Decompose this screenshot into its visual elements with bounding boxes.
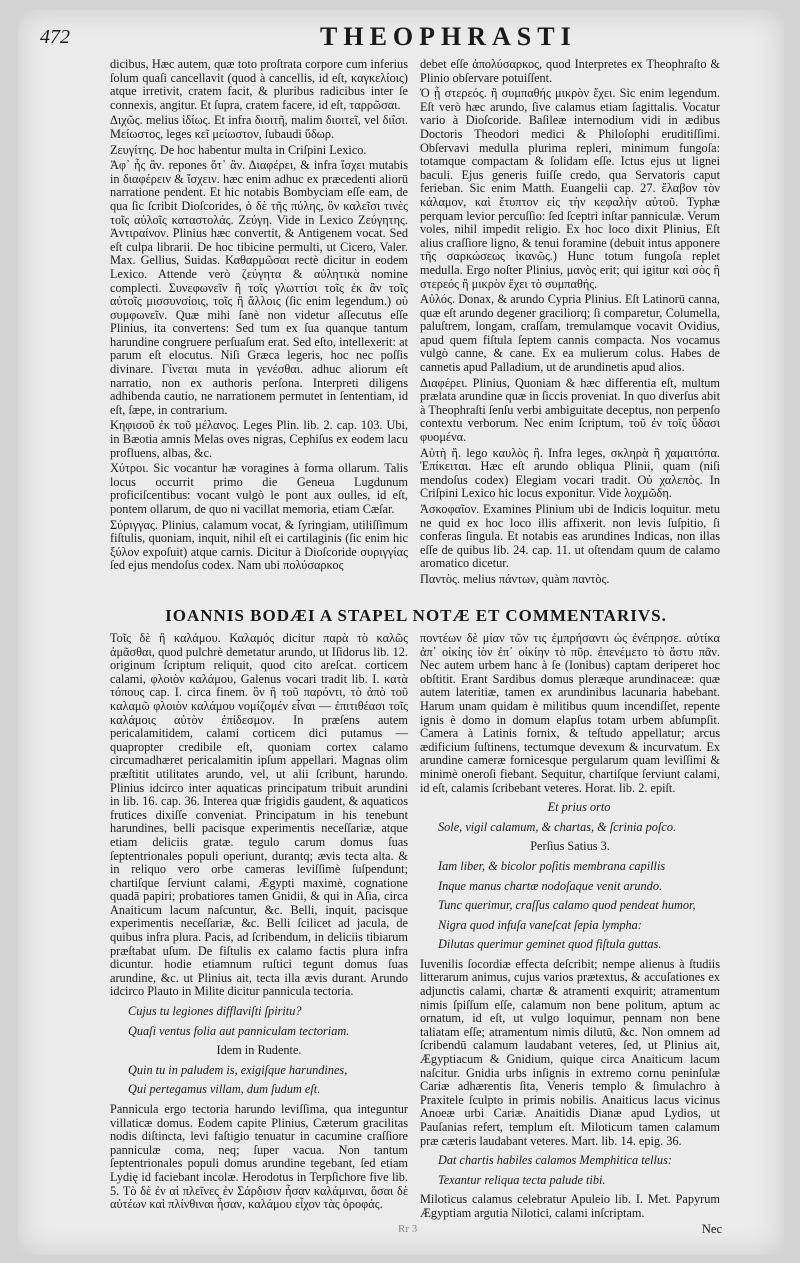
paragraph: debet eſſe ἀπολύσαρκος, quod Interpretes ex Theophraſto & Plinio obſervare potuiſſent. <box>420 57 720 85</box>
section-title: IOANNIS BODÆI A STAPEL NOTÆ ET COMMENTARIVS. <box>165 606 667 625</box>
running-title: THEOPHRASTI <box>320 22 577 51</box>
verse-line: Qui pertegamus villam, dum ſudum eſt. <box>128 1082 321 1097</box>
paragraph: Ἀφ᾽ ἧς ἂν. repones ὅτ᾽ ἂν. Διαφέρει, & infra ἴσχει mutabis in διαφέρειν & ἴσχειν. hæc enim adhuc ex præcedenti aliorū narratione pendent. Et hic notabis Bombyciam eſſe eam, de qua ſic ſcribit Dioſcorides, ὁ δὲ τῆς πύλης, ὃν καλεῖσι τινὲς τοῖς αὐλοῖς καταστολάς. Ζεύγη. Vide in Lexico Ζεύγητης. Ἀντιραίνον. Plinius hæc convertit, & Antigenem vocat. Sed eſt culpa librarii. De hoc tibicine permulti, ut Cicero, Valer. Max. Gellius, Suidas. Καθαρμῶσαι rectè dicitur in eodem Lexico. Attende verò ζεύγητα & αὐλητικὰ nomine complecti. Συνεφωνεῖν ἢ τοῖς γλωττίσι τοῖς ἐκ ἂν τοῖς αὐτοῖς μισσυνσίοις, τοῖς ἢ ἄλλοις (ſic enim legendum.) οὐ συμφωνεῖν. Quæ mihi ſanè non videtur aſſecutus eſſe Plinius, ita convertens: Sed tum ex ſua quanque tantum harundine congruere perſuaſum erat. Sed eſto, intellexerit: at parum eſt elocutus. Niſi Græca legeris, hoc nec poſſis divinare. Γίνεται muta in γενέσθαι. adhuc aliorum eſt narratio, non ex authoris perſona. Interpreti diligens adhibenda cautio, ne narrationem permutet in ſententiam, id eſt, ſæpe, in contrarium. <box>110 158 408 417</box>
verse-line: Quin tu in paludem is, exigiſque harundines, <box>128 1062 348 1077</box>
paragraph: Iuvenilis ſocordiæ effecta deſcribit; nempe alienus à ſtudiis litterarum animus, cujus varios prætextus, & accuſationes ex adjunctis calami, chartæ & atramenti exquirit; atramentum nimis ſpiſſum eſſe, calamum non bene politum, aptum ac ornatum, id eſt, ut vulgo loquimur, pennam non bene taliatam eſſe; atramentum nimis dilutū, &c. Non omnem ad ſcribendū calamum laudabant veteres, ſed, ut Plinius ait, Ægyptiacum & Gnidium, quique circa Anaiticum lacum naſcitur. Gnidia urbs inſignis in extremo cornu peninſulæ Cariæ adhærentis ſita, Veneris templo & ſimulachro à Praxitele ſculpto in primis nobilis. Anaiticus lacus vicinus Anoeæ urbi Cariæ. Anaitidis Dianæ apud Lydios, ut Pauſanias refert, templum eſt. Miloticum tamen calamum præ cæteris laudabant veteres. Mart. lib. 14. epig. 36. <box>420 956 720 1148</box>
paragraph: Σύριγγας. Plinius, calamum vocat, & ſyringiam, utiliſſimum fiſtulis, quoniam, inquit, nihil eſt ei cartilaginis (ſic enim hic ξύλον expoſuit) atque carnis. Dicitur à Dioſcoride συριγγίας ſed ejus mendoſus codex. Nam ubi πολύσαρκος <box>110 517 408 573</box>
verse-line: Texantur reliqua tecta palude tibi. <box>438 1172 606 1187</box>
paragraph: ποντέων δὲ μίαν τῶν τις ἐμπρήσαντι ὡς ἐνέπρησε. αὐτίκα ἀπ᾽ οἰκίης ἰὸν ἐπ᾽ οἰκίην τὸ πῦρ. ἐπενέμετο τὸ ἄστυ πᾶν. Nec autem urbem hanc à ſe (Ionibus) captam deriperet hoc obſtitit. Erant Sardibus domus pleræque arundinaceæ: quæ autem lateritiæ, tamen ex arundinibus lacunaria habebant. Harum unam quidam è militibus quum incendiſſet, repente ignis è domo in domum elapſus totam urbem abſumpſit. Camera à Latinis fornix, & teſtudo appellatur; arcus ædificium ſuſtinens, tectumque devexum & incurvatum. Ex arundine cameræ fornicesque pergularum quam leviſſimi & minimè oneroſi fiebant. Sequitur, chartiſque ſerviunt calami, id eſt, calamis ſcribebant veteres. Horat. lib. 2. epiſt. <box>420 631 720 795</box>
book-page <box>18 10 784 1255</box>
verse-line: Dat chartis habiles calamos Memphitica tellus: <box>438 1153 672 1168</box>
verse-line: Tunc querimur, craſſus calamo quod pendeat humor, <box>438 898 696 913</box>
paragraph: Pannicula ergo tectoria harundo leviſſima, qua integuntur villaticæ domus. Eodem capite Plinius, Cæterum gracilitas nodis diſtincta, levi faſtigio tenuatur in cacumine craſſiore panniculæ coma, neq; ſuper vacua. Non tantum ſeptentrionales populi domus arundine tegebant, ſed etiam Lydię id faciebant incolæ. Herodotus in Terpſichore five lib. 5. Τὸ δὲ ἐν αἱ πλεῖνες ἐν Σάρδισιν ἦσαν καλάμιναι, ὅσαι δὲ αὐτέων καὶ πλίνθιναι ἦσαν, καλάμου εἶχον τὰς ὀροφάς. <box>110 1102 408 1212</box>
right-column-top <box>420 58 720 589</box>
signature-mark: Rr 3 <box>398 1223 418 1235</box>
paragraph: Miloticus calamus celebratur Apuleio lib. I. Met. Papyrum Ægyptiam argutia Nilotici, calami inſcriptam. <box>420 1192 720 1220</box>
paragraph: Ἀσκοφαῖον. Examines Plinium ubi de Indicis loquitur. metu ne quid ex hoc loco illis affixerit. non levis ſuſpitio, ſi conferas ſingula. Et notabis eas arundines Indicas, non illas eſſe de quibus lib. 24. cap. 11. ut oſtendam quum de calamo aromatico dicetur. <box>420 502 720 571</box>
citation: Idem in Rudente. <box>216 1043 302 1058</box>
catchword: Nec <box>701 1222 722 1236</box>
left-column-top <box>110 58 408 575</box>
right-column-commentary <box>420 632 720 1223</box>
left-column-commentary <box>110 632 408 1214</box>
citation: Perſius Satius 3. <box>530 839 610 854</box>
paragraph: Κηφισοῦ ἐκ τοῦ μέλανος. Leges Plin. lib. 2. cap. 103. Ubi, in Bæotia amnis Melas oves nigras, Cephiſus ex eodem lacu profluens, albas, &c. <box>110 418 408 460</box>
paragraph: Ζευγίτης. De hoc habentur multa in Criſpini Lexico. <box>110 142 367 157</box>
verse-line: Nigra quod infuſa vaneſcat ſepia lympha: <box>438 917 642 932</box>
paragraph: Διχῶς. melius ἰδίως. Et infra διοιτῆ, malim διοιτεῖ, vel διΐσι. Μείωστος, leges κεῖ μείωστον, ſubaudi ὕδωρ. <box>110 113 408 141</box>
paragraph: Αὐτὴ ἢ. lego καυλὸς ἢ. Infra leges, σκληρὰ ἢ χαμαιτόπα. Ἐπίκειται. Hæc eſt arundo obliqua Plinii, quam (niſi mendoſus codex) Elegiam vocari tradit. Οὐ χαλεπὸς. In Criſpini Lexico hic locus exponitur. Vide λοχμῶδη. <box>420 445 720 501</box>
paragraph: Παντὸς. melius πάντων, quàm παντὸς. <box>420 571 610 586</box>
verse-line: Inque manus chartæ nodoſaque venit arundo. <box>438 878 663 893</box>
page-header <box>40 22 764 52</box>
paragraph: Ὁ ᾗ στερεός. ἢ συμπαθής μικρὸν ἔχει. Sic enim legendum. Eſt verò hæc arundo, ſive calamus etiam ſagittalis. Vocatur vario à Dioſcoride. Baſileæ internodium vidi in ædibus Doctoris Theodori medici & Philoſophi eruditiſſimi. Obſervavi medulla plurima repleri, minimum fungoſa: totamque compactam & ſolidam eſſe. Ictus ejus ut lignei baculi. Ejus generis fuiſſe credo, qua Servatoris caput ferieban. Sic enim Matth. Euangelii cap. 27. ἔλαβον τὸν κάλαμον, καὶ ἔτυπτον εἰς τὴν κεφαλὴν αὐτοῦ. Typhæ perquam levior percuſſio: ſed ſceptri inſtar panniculæ. Verum voles, nihil impedit religio. Ex hoc loco dixit Plinius, Eſt alius craſſiore ligno, & tenui foramine (debuit intus apponere τῆς σαρκώσεως ἱκανῶς.) Hunc totum fungoſa replet medulla. Ergo noſter Plinius, μανὸς erit; qui igitur καὶ σὸς ἢ στερεός ἢ μικρὸν ἔχει τὸ συμπαθής. <box>420 86 720 291</box>
verse-line: Quaſi ventus folia aut panniculam tectoriam. <box>128 1023 350 1038</box>
verse-line: Dilutas querimur geminet quod fiſtula guttas. <box>438 937 662 952</box>
paragraph: Τοῖς δὲ ἢ καλάμου. Καλαμός dicitur παρὰ τὸ καλῶς ἀμᾶσθαι, quod pulchrè demetatur arundo, ut Iſidorus lib. 12. originum ſcriptum reliquit, quod cito areſcat. corticem calami, φλοιὸν καλάμου, Galenus vocari tradit lib. I. κατὰ τόπους cap. I. circa finem. ὃν ἢ τοῦ παρόντι, τὸ ἀπὸ τοῦ καλαμῶ φλοιὸν καλάμου νομίζομέν εἶναι — ἐπιτιθέασι τοῖς καλάμοις αὐτὸν ἐπίδεσμον. In præſens autem pericalamitidem, calami corticem dici putamus — quapropter credibile eſt, quoniam cortex calamo circumadhæret pericalamitin ipſum appellari. Magnas olim præſtitit utilitates arundo, vel, ut alii ſcribunt, harundo. Plinius idcirco inter aquaticas principatum tribuit arundini in lib. 16. cap. 36. Interea quæ frigidis gaudent, & aquaticos frutices dixiſſe conveniat. Principatum in his tenebunt harundines, belli pacisque experimentis neceſſariæ, atque etiam deliciis gratæ. tegulo carum domus ſuas ſeptentrionales populi operiunt, durantq; ævis tecta alta. & in reliquo vero orbe cameras leviſſimè ſuſpendunt; chartiſque ſerviunt calami, Ægypti maximè, cognatione quadā papiri; probatiores tamen Gnidii, & qui in Aſia, circa Anaiticum lacum naſcuntur, &c. Belli, inquit, pacisque experimentis neceſſariæ, &c. Belli ſcilicet ad jacula, de quibus infra plura. Pacis, ad ſcribendum, in deliciis tibiarum præſtabat uſum. De fiſtulis ex calamo factis plura infra dicuntur. hodie etiamnum ruſtici tegunt domus ſuas arundine, &c. ut Plinius ait, tecta illa ævis durant. Arundo idcirco Plauto in Milite dicitur pannicula tectoria. <box>110 631 408 999</box>
verse-line: Iam liber, & bicolor poſitis membrana capillis <box>438 858 666 873</box>
paragraph: dicibus, Hæc autem, quæ toto proſtrata corpore cum inferius ſolum quaſi cancellavit (quod à cancellis, id eſt, καγκελίοις) atque irretivit, cratem facit, & pluribus radicibus inter ſe connexis, angitur. Et ſupra, cratem facere, id eſt, ταρρῶσαι. <box>110 57 408 112</box>
paragraph: Διαφέρει. Plinius, Quoniam & hæc differentia eſt, multum prælata arundine quæ in ſiccis proveniat. In quo diverſus abit à Theophraſti ſenſu verbi ambiguitate deceptus, non perpenſo contextu verborum. Nec enim ſcriptum, τοῦ ἐν τοῖς ὕδασι φυομένα. <box>420 375 720 445</box>
verse-line: Sole, vigil calamum, & chartas, & ſcrinia poſco. <box>438 819 677 834</box>
page-number: 472 <box>40 26 70 48</box>
verse-line: Et prius orto <box>547 800 611 815</box>
verse-line: Cujus tu legiones difflaviſti ſpiritu? <box>128 1004 302 1019</box>
paragraph: Χύτροι. Sic vocantur hæ voragines à forma ollarum. Talis locus occurrit primo die Geneua Lugdunum proficiſcentibus: vocant vulgò le pont aux oulles, id eſt, pontem ollarum, de quo ni vacillat memoria, etiam Cæſar. <box>110 461 408 516</box>
paragraph: Αὐλός. Donax, & arundo Cypria Plinius. Eſt Latinorū canna, quæ eſt arundo degener graciliorq; ſi comparetur, Columella, paluſtrem, longam, craſſam, tremulamque vocavit Ovidius, apud quem fiſtula ſeptem cannis compacta. Nos vocamus vulgò canne, & cane. Ex ea mulierum colus. Habes de cannetis apud Palladium, ut de arundinetis apud alios. <box>420 292 720 375</box>
